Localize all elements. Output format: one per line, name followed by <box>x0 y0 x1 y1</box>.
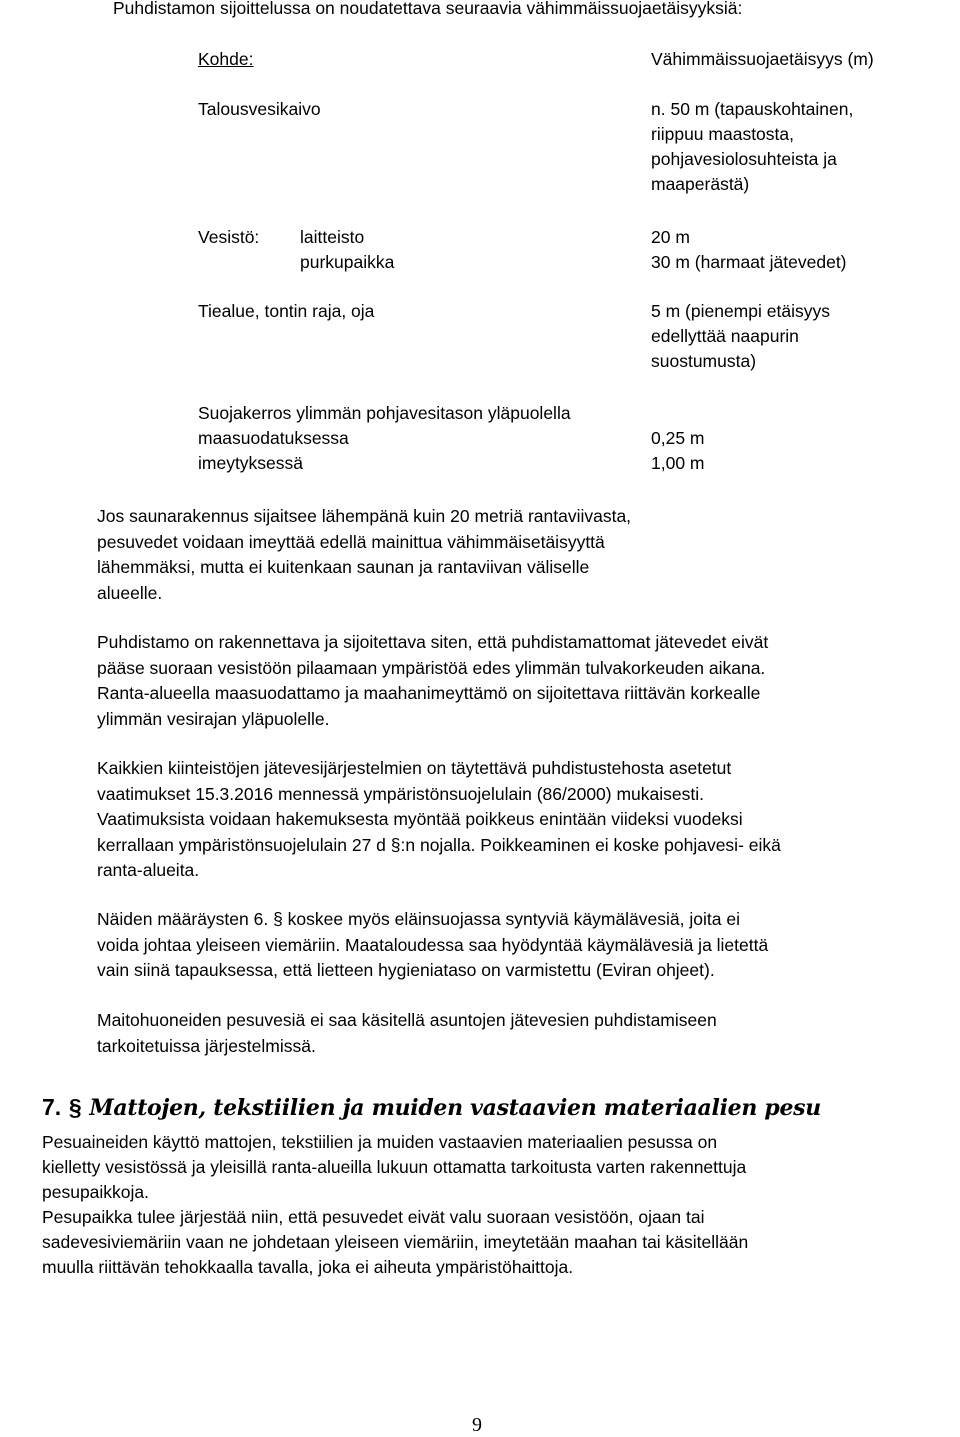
paragraph-line: vaatimukset 15.3.2016 mennessä ympäristönsuojelulain (86/2000) mukaisesti. <box>97 783 704 804</box>
infiltration-value: 1,00 m <box>651 453 705 473</box>
road-label: Tiealue, tontin raja, oja <box>198 301 375 321</box>
intro-text: Puhdistamon sijoittelussa on noudatettava seuraavia vähimmäissuojaetäisyyksiä: <box>113 0 743 18</box>
road-value-line: suostumusta) <box>651 351 757 371</box>
paragraph-line: ylimmän vesirajan yläpuolelle. <box>97 708 330 729</box>
filtration-value: 0,25 m <box>651 428 705 448</box>
waters-equipment: laitteisto <box>300 227 365 247</box>
filtration-label: maasuodatuksessa <box>198 428 349 448</box>
road-value-line: 5 m (pienempi etäisyys <box>651 301 830 321</box>
paragraph-line: Jos saunarakennus sijaitsee lähempänä kuin 20 metriä rantaviivasta, <box>97 506 632 526</box>
paragraph-line: Pesuaineiden käyttö mattojen, tekstiilien ja muiden vastaavien materiaalien pesussa on <box>42 1132 718 1152</box>
well-value-line: n. 50 m (tapauskohtainen, <box>651 99 854 119</box>
paragraph-line: pääse suoraan vesistöön pilaamaan ympäristöä edes ylimmän tulvakorkeuden aikana. <box>97 657 766 678</box>
header-distance: Vähimmäissuojaetäisyys (m) <box>651 49 874 69</box>
animals-paragraph <box>97 907 957 984</box>
paragraph-line: Pesupaikka tulee järjestää niin, että pesuvedet eivät valu suoraan vesistöön, ojaan tai <box>42 1207 705 1227</box>
paragraph-line: pesuvedet voidaan imeyttää edellä mainittua vähimmäisetäisyyttä <box>97 531 605 552</box>
paragraph-line: vain siinä tapauksessa, että lietteen hygieniataso on varmistettu (Eviran ohjeet). <box>97 960 715 980</box>
requirements-paragraph <box>97 756 957 884</box>
paragraph-line: muulla riittävän tehokkaalla tavalla, joka ei aiheuta ympäristöhaittoja. <box>42 1257 574 1277</box>
paragraph-line: Näiden määräysten 6. § koskee myös eläinsuojassa syntyviä käymälävesiä, joita ei <box>97 909 740 929</box>
placement-paragraph <box>97 630 957 732</box>
section-symbol: § <box>68 1094 82 1120</box>
infiltration-label: imeytyksessä <box>198 453 304 473</box>
section-title: Mattojen, tekstiilien ja muiden vastaavien materiaalien pesu <box>89 1095 821 1121</box>
paragraph-line: tarkoitetuissa järjestelmissä. <box>97 1035 316 1056</box>
paragraph-line: Maitohuoneiden pesuvesiä ei saa käsitellä asuntojen jätevesien puhdistamiseen <box>97 1010 717 1030</box>
page-number: 9 <box>472 1414 482 1436</box>
waters-outlet-value: 30 m (harmaat jätevedet) <box>651 252 847 272</box>
road-value-line: edellyttää naapurin <box>651 326 799 346</box>
paragraph-line: kerrallaan ympäristönsuojelulain 27 d §:n nojalla. Poikkeaminen ei koske pohjavesi- eikä <box>97 834 781 855</box>
header-target: Kohde: <box>198 49 254 69</box>
paragraph-line: Ranta-alueella maasuodattamo ja maahanimeyttämö on sijoitettava riittävän korkealle <box>97 683 761 703</box>
waters-equipment-value: 20 m <box>651 227 690 247</box>
paragraph-line: Puhdistamo on rakennettava ja sijoitettava siten, että puhdistamattomat jätevedet eivät <box>97 632 769 652</box>
section-7-paragraph-1 <box>42 1130 942 1205</box>
paragraph-line: kielletty vesistössä ja yleisillä ranta-alueilla lukuun ottamatta tarkoitusta varten rakennettuja <box>42 1157 747 1177</box>
paragraph-line: sadevesiviemäriin vaan ne johdetaan yleiseen viemäriin, imeytetään maahan tai käsitellään <box>42 1232 749 1252</box>
well-value-line: maaperästä) <box>651 174 750 194</box>
paragraph-line: Kaikkien kiinteistöjen jätevesijärjestelmien on täytettävä puhdistustehosta asetetut <box>97 758 732 778</box>
well-label: Talousvesikaivo <box>198 99 321 119</box>
well-value-line: pohjavesiolosuhteista ja <box>651 149 837 169</box>
sauna-paragraph <box>97 504 957 606</box>
paragraph-line: voida johtaa yleiseen viemäriin. Maataloudessa saa hyödyntää käymälävesiä ja lietettä <box>97 934 769 955</box>
section-7-heading <box>42 1090 821 1125</box>
paragraph-line: ranta-alueita. <box>97 860 200 880</box>
waters-outlet: purkupaikka <box>300 252 395 272</box>
paragraph-line: pesupaikkoja. <box>42 1182 150 1202</box>
paragraph-line: Vaatimuksista voidaan hakemuksesta myöntää poikkeus enintään viideksi vuodeksi <box>97 809 743 829</box>
protective-title: Suojakerros ylimmän pohjavesitason yläpuolella <box>198 403 571 423</box>
well-value-line: riippuu maastosta, <box>651 124 794 144</box>
dairy-paragraph <box>97 1008 957 1059</box>
paragraph-line: alueelle. <box>97 582 163 603</box>
paragraph-line: lähemmäksi, mutta ei kuitenkaan saunan ja rantaviivan väliselle <box>97 557 590 577</box>
section-number: 7. <box>42 1094 62 1120</box>
section-7-paragraph-2 <box>42 1205 942 1280</box>
waters-label: Vesistö: <box>198 227 260 247</box>
